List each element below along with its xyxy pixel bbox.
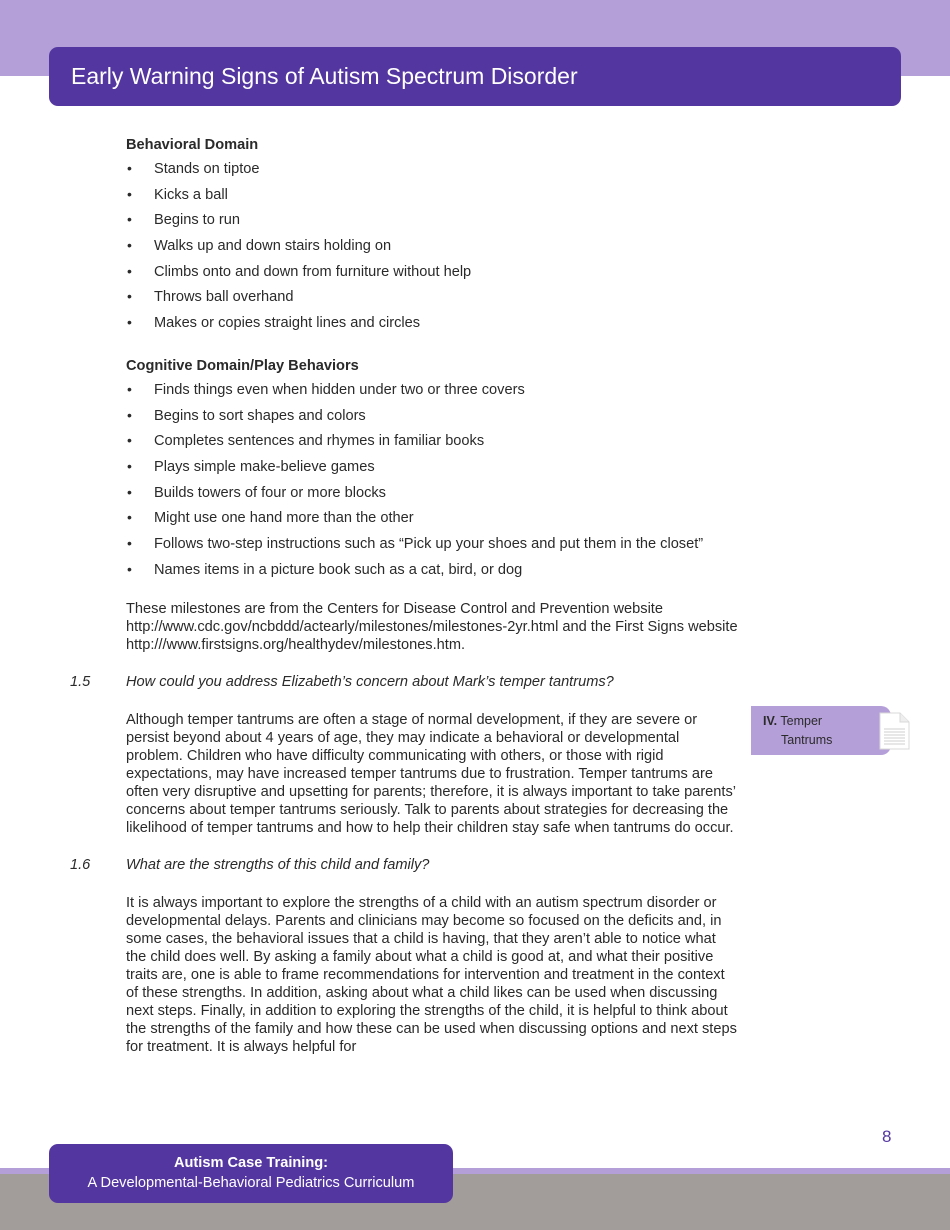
list-item: • Kicks a ball: [126, 186, 738, 204]
title-bar: [49, 47, 901, 106]
behavioral-list: [126, 160, 738, 332]
question-text: What are the strengths of this child and family?: [126, 857, 430, 874]
answer-1-6: It is always important to explore the strengths of a child with an autism spectrum disorder or developmental delays. Parents and clinicians may become so focused on the deficits and, in some cases, the behavioral issues that a child is having, that they aren’t able to notice what the child does well. By asking a family about what a child is good at, and what their positive traits are, one is able to frame recommendations for intervention and treatment in the context of these strengths. In addition, asking about what a child likes can be used when discussing next steps. Finally, in addition to exploring the strengths of the child, it is helpful to think about the strengths of the family and how these can be used when discussing options and next steps for treatment. It is always helpful for: [126, 895, 737, 1056]
question-1-5: [70, 673, 738, 691]
source-note: These milestones are from the Centers for Disease Control and Prevention website http://www.cdc.gov/ncbddd/actearly/milestones/milestones-2yr.html and the First Signs website http:///www.firstsigns.org/healthydev/milestones.htm.: [126, 601, 738, 654]
list-item: • Builds towers of four or more blocks: [126, 484, 738, 502]
question-number: 1.6: [70, 857, 91, 874]
question-number: 1.5: [70, 674, 91, 691]
page-number: 8: [882, 1127, 892, 1146]
list-item: • Begins to run: [126, 211, 738, 229]
footer-subtitle: A Developmental-Behavioral Pediatrics Curriculum: [87, 1175, 415, 1191]
cognitive-list: [126, 381, 738, 579]
list-item: • Names items in a picture book such as a cat, bird, or dog: [126, 561, 738, 579]
list-item: • Walks up and down stairs holding on: [126, 237, 738, 255]
section-label: Temper: [780, 714, 823, 728]
list-item: • Follows two-step instructions such as “Pick up your shoes and put them in the closet”: [126, 535, 738, 553]
list-item: • Begins to sort shapes and colors: [126, 407, 738, 425]
answer-1-5: Although temper tantrums are often a stage of normal development, if they are severe or persist beyond about 4 years of age, they may indicate a behavioral or developmental problem. Children who have difficulty communicating with others, or those with rigid expectations, may have increased temper tantrums due to frustration. Temper tantrums are often very disruptive and upsetting for parents; therefore, it is always important to take parents’ concerns about temper tantrums seriously. Talk to parents about strategies for decreasing the likelihood of temper tantrums and how to help their children stay safe when tantrums do occur.: [126, 712, 736, 837]
sidebar-section-tab[interactable]: [751, 706, 891, 755]
section-label-2: Tantrums: [781, 733, 833, 747]
list-item: • Stands on tiptoe: [126, 160, 738, 178]
list-item: • Climbs onto and down from furniture without help: [126, 263, 738, 281]
cognitive-heading: Cognitive Domain/Play Behaviors: [126, 357, 359, 374]
behavioral-heading: Behavioral Domain: [126, 137, 259, 153]
main-content: [70, 136, 738, 1056]
list-item: • Makes or copies straight lines and circles: [126, 314, 738, 332]
footer-box: [49, 1144, 453, 1203]
list-item: • Finds things even when hidden under two or three covers: [126, 381, 738, 399]
list-item: • Completes sentences and rhymes in familiar books: [126, 432, 738, 450]
question-1-6: [70, 856, 738, 874]
document-icon[interactable]: [878, 712, 910, 750]
section-number: IV.: [763, 714, 778, 728]
question-text: How could you address Elizabeth’s concern about Mark’s temper tantrums?: [126, 674, 614, 691]
footer-title: Autism Case Training:: [173, 1155, 329, 1171]
page-title: Early Warning Signs of Autism Spectrum Disorder: [71, 63, 578, 89]
list-item: • Throws ball overhand: [126, 288, 738, 306]
list-item: • Plays simple make-believe games: [126, 458, 738, 476]
list-item: • Might use one hand more than the other: [126, 509, 738, 527]
